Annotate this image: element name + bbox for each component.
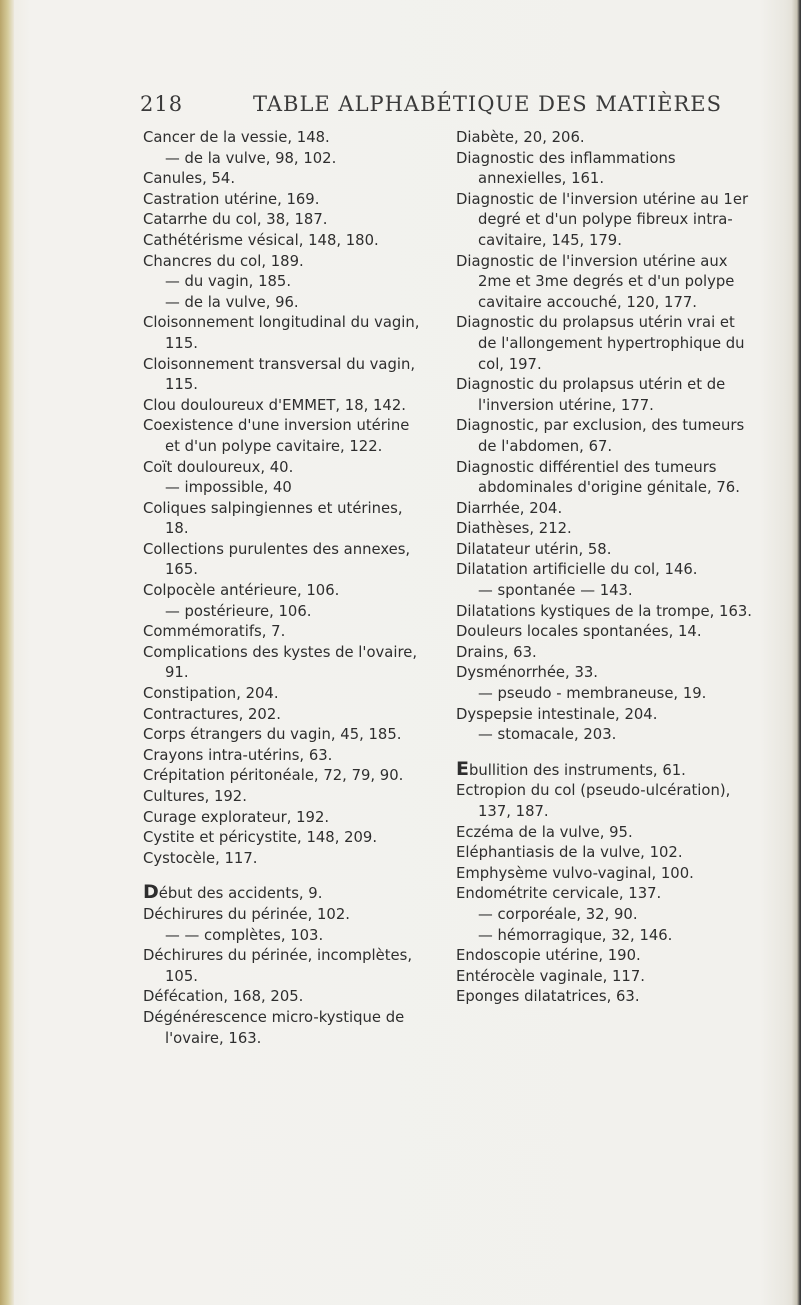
index-entry: Crépitation péritonéale, 72, 79, 90. bbox=[143, 767, 404, 785]
index-entry: Diabète, 20, 206. bbox=[456, 129, 585, 146]
index-entry: Eczéma de la vulve, 95. bbox=[456, 823, 633, 841]
index-entry: Cultures, 192. bbox=[143, 788, 247, 805]
index-subentry: — de la vulve, 96. bbox=[165, 293, 299, 311]
index-entry: Cathétérisme vésical, 148, 180. bbox=[143, 231, 379, 249]
index-entry: Dysménorrhée, 33. bbox=[456, 664, 598, 682]
index-entry: Coliques salpingiennes et utérines, 18. bbox=[143, 499, 403, 538]
index-entry: Cloisonnement longitudinal du vagin, 115. bbox=[143, 314, 420, 352]
index-entry: Coït douloureux, 40. bbox=[143, 458, 294, 476]
index-entry: Diathèses, 212. bbox=[456, 520, 572, 538]
index-entry: Dilatateur utérin, 58. bbox=[456, 540, 612, 558]
index-entry: Corps étrangers du vagin, 45, 185. bbox=[143, 726, 402, 744]
index-subentry: — pseudo - membraneuse, 19. bbox=[478, 685, 707, 703]
index-entry: Contractures, 202. bbox=[143, 705, 281, 723]
index-entry: Diarrhée, 204. bbox=[456, 499, 563, 517]
index-subentry: — de la vulve, 98, 102. bbox=[165, 149, 337, 167]
index-entry: Dégénérescence micro-kystique de l'ovaire, 163. bbox=[143, 1008, 405, 1047]
index-entry: Défécation, 168, 205. bbox=[143, 988, 304, 1006]
index-entry: Début des accidents, 9. bbox=[143, 881, 323, 904]
page-number: 218 bbox=[140, 92, 184, 116]
section-gap bbox=[456, 746, 756, 759]
index-entry: Emphysème vulvo-vaginal, 100. bbox=[456, 864, 694, 882]
index-entry: Canules, 54. bbox=[143, 170, 236, 188]
index-subentry: — stomacale, 203. bbox=[478, 726, 617, 744]
index-entry: Coexistence d'une inversion utérine et d'un polype cavitaire, 122. bbox=[143, 417, 410, 455]
index-entry: Clou douloureux d'EMMET, 18, 142. bbox=[143, 396, 406, 414]
index-subentry: — du vagin, 185. bbox=[165, 273, 292, 291]
index-entry: Eponges dilatatrices, 63. bbox=[456, 988, 640, 1006]
section-gap bbox=[143, 869, 423, 882]
index-entry: Diagnostic différentiel des tumeurs abdominales d'origine génitale, 76. bbox=[456, 458, 740, 497]
page-title: TABLE ALPHABÉTIQUE DES MATIÈRES bbox=[253, 92, 723, 116]
page-binding-edge bbox=[0, 0, 14, 1305]
index-entry: Curage explorateur, 192. bbox=[143, 808, 330, 826]
index-subentry: — corporéale, 32, 90. bbox=[478, 905, 638, 923]
index-entry: Diagnostic, par exclusion, des tumeurs de l'abdomen, 67. bbox=[456, 417, 745, 455]
index-entry: Crayons intra-utérins, 63. bbox=[143, 746, 333, 764]
index-entry: Cancer de la vessie, 148. bbox=[143, 129, 330, 146]
index-entry: Cystite et péricystite, 148, 209. bbox=[143, 829, 378, 847]
index-entry: Cloisonnement transversal du vagin, 115. bbox=[143, 355, 416, 394]
index-entry: Dyspepsie intestinale, 204. bbox=[456, 705, 658, 723]
index-entry: Diagnostic de l'inversion utérine au 1er degré et d'un polype fibreux intra-cavitaire, 145, 179. bbox=[456, 190, 749, 249]
index-entry: Ectropion du col (pseudo-ulcération), 137, 187. bbox=[456, 782, 731, 820]
index-entry: Drains, 63. bbox=[456, 643, 537, 661]
index-entry: Chancres du col, 189. bbox=[143, 252, 304, 270]
index-entry: Dilatation artificielle du col, 146. bbox=[456, 561, 698, 579]
index-subentry: — impossible, 40 bbox=[165, 479, 292, 497]
index-entry: Diagnostic des inflammations annexielles, 161. bbox=[456, 149, 676, 188]
index-entry: Complications des kystes de l'ovaire, 91. bbox=[143, 643, 418, 682]
index-entry: Dilatations kystiques de la trompe, 163. bbox=[456, 602, 752, 620]
index-entry: Eléphantiasis de la vulve, 102. bbox=[456, 844, 683, 862]
index-entry: Castration utérine, 169. bbox=[143, 190, 320, 208]
page-outer-edge bbox=[791, 0, 801, 1305]
index-entry: Déchirures du périnée, incomplètes, 105. bbox=[143, 947, 413, 985]
index-entry: Cystocèle, 117. bbox=[143, 849, 258, 867]
index-subentry: — postérieure, 106. bbox=[165, 602, 312, 620]
section-initial: D bbox=[143, 881, 159, 904]
index-entry: Catarrhe du col, 38, 187. bbox=[143, 211, 328, 229]
index-entry: Diagnostic de l'inversion utérine aux 2me et 3me degrés et d'un polype cavitaire accouché, 120, 177. bbox=[456, 252, 735, 311]
index-subentry: — — complètes, 103. bbox=[165, 926, 324, 944]
index-entry: Entérocèle vaginale, 117. bbox=[456, 967, 645, 985]
index-column-right bbox=[456, 128, 756, 1008]
index-subentry: — hémorragique, 32, 146. bbox=[478, 926, 673, 944]
section-initial: E bbox=[456, 757, 469, 780]
index-column-left bbox=[143, 128, 423, 1049]
index-entry: Endoscopie utérine, 190. bbox=[456, 947, 641, 965]
index-entry: Endométrite cervicale, 137. bbox=[456, 885, 662, 903]
index-entry: Diagnostic du prolapsus utérin et de l'inversion utérine, 177. bbox=[456, 376, 726, 414]
index-entry: Constipation, 204. bbox=[143, 685, 279, 703]
index-entry: Collections purulentes des annexes, 165. bbox=[143, 540, 411, 579]
index-entry: Déchirures du périnée, 102. bbox=[143, 905, 350, 923]
index-entry: Ebullition des instruments, 61. bbox=[456, 757, 686, 780]
index-entry: Diagnostic du prolapsus utérin vrai et de l'allongement hypertrophique du col, 197. bbox=[456, 314, 745, 373]
index-entry: Colpocèle antérieure, 106. bbox=[143, 582, 340, 600]
index-subentry: — spontanée — 143. bbox=[478, 582, 633, 600]
index-entry: Commémoratifs, 7. bbox=[143, 623, 286, 641]
index-entry: Douleurs locales spontanées, 14. bbox=[456, 623, 702, 641]
